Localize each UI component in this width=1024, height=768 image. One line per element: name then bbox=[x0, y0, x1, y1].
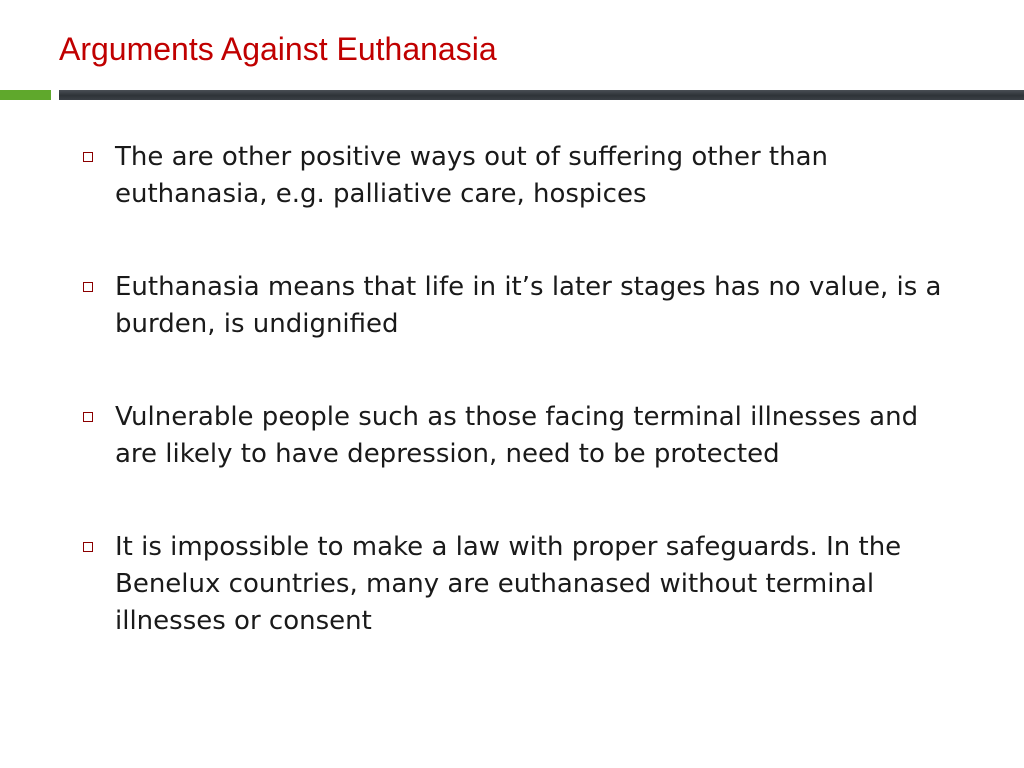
bullet-text: Vulnerable people such as those facing terminal illnesses and are likely to have depression, need to be protected bbox=[115, 402, 919, 469]
bullet-item bbox=[80, 269, 960, 343]
bullet-item bbox=[80, 529, 960, 640]
bullet-text: Euthanasia means that life in it’s later stages has no value, is a burden, is undignified bbox=[115, 272, 942, 339]
bullet-item bbox=[80, 399, 960, 473]
square-bullet-icon bbox=[83, 412, 93, 422]
bullet-text: The are other positive ways out of suffering other than euthanasia, e.g. palliative care, hospices bbox=[115, 142, 828, 209]
bullet-list bbox=[80, 139, 960, 640]
bullet-text: It is impossible to make a law with proper safeguards. In the Benelux countries, many are euthanased without terminal illnesses or consent bbox=[115, 532, 902, 636]
square-bullet-icon bbox=[83, 152, 93, 162]
title-accent-green-bar bbox=[0, 90, 51, 100]
title-underline-bar bbox=[59, 90, 1024, 100]
slide-title: Arguments Against Euthanasia bbox=[59, 31, 497, 67]
square-bullet-icon bbox=[83, 542, 93, 552]
square-bullet-icon bbox=[83, 282, 93, 292]
bullet-item bbox=[80, 139, 960, 213]
